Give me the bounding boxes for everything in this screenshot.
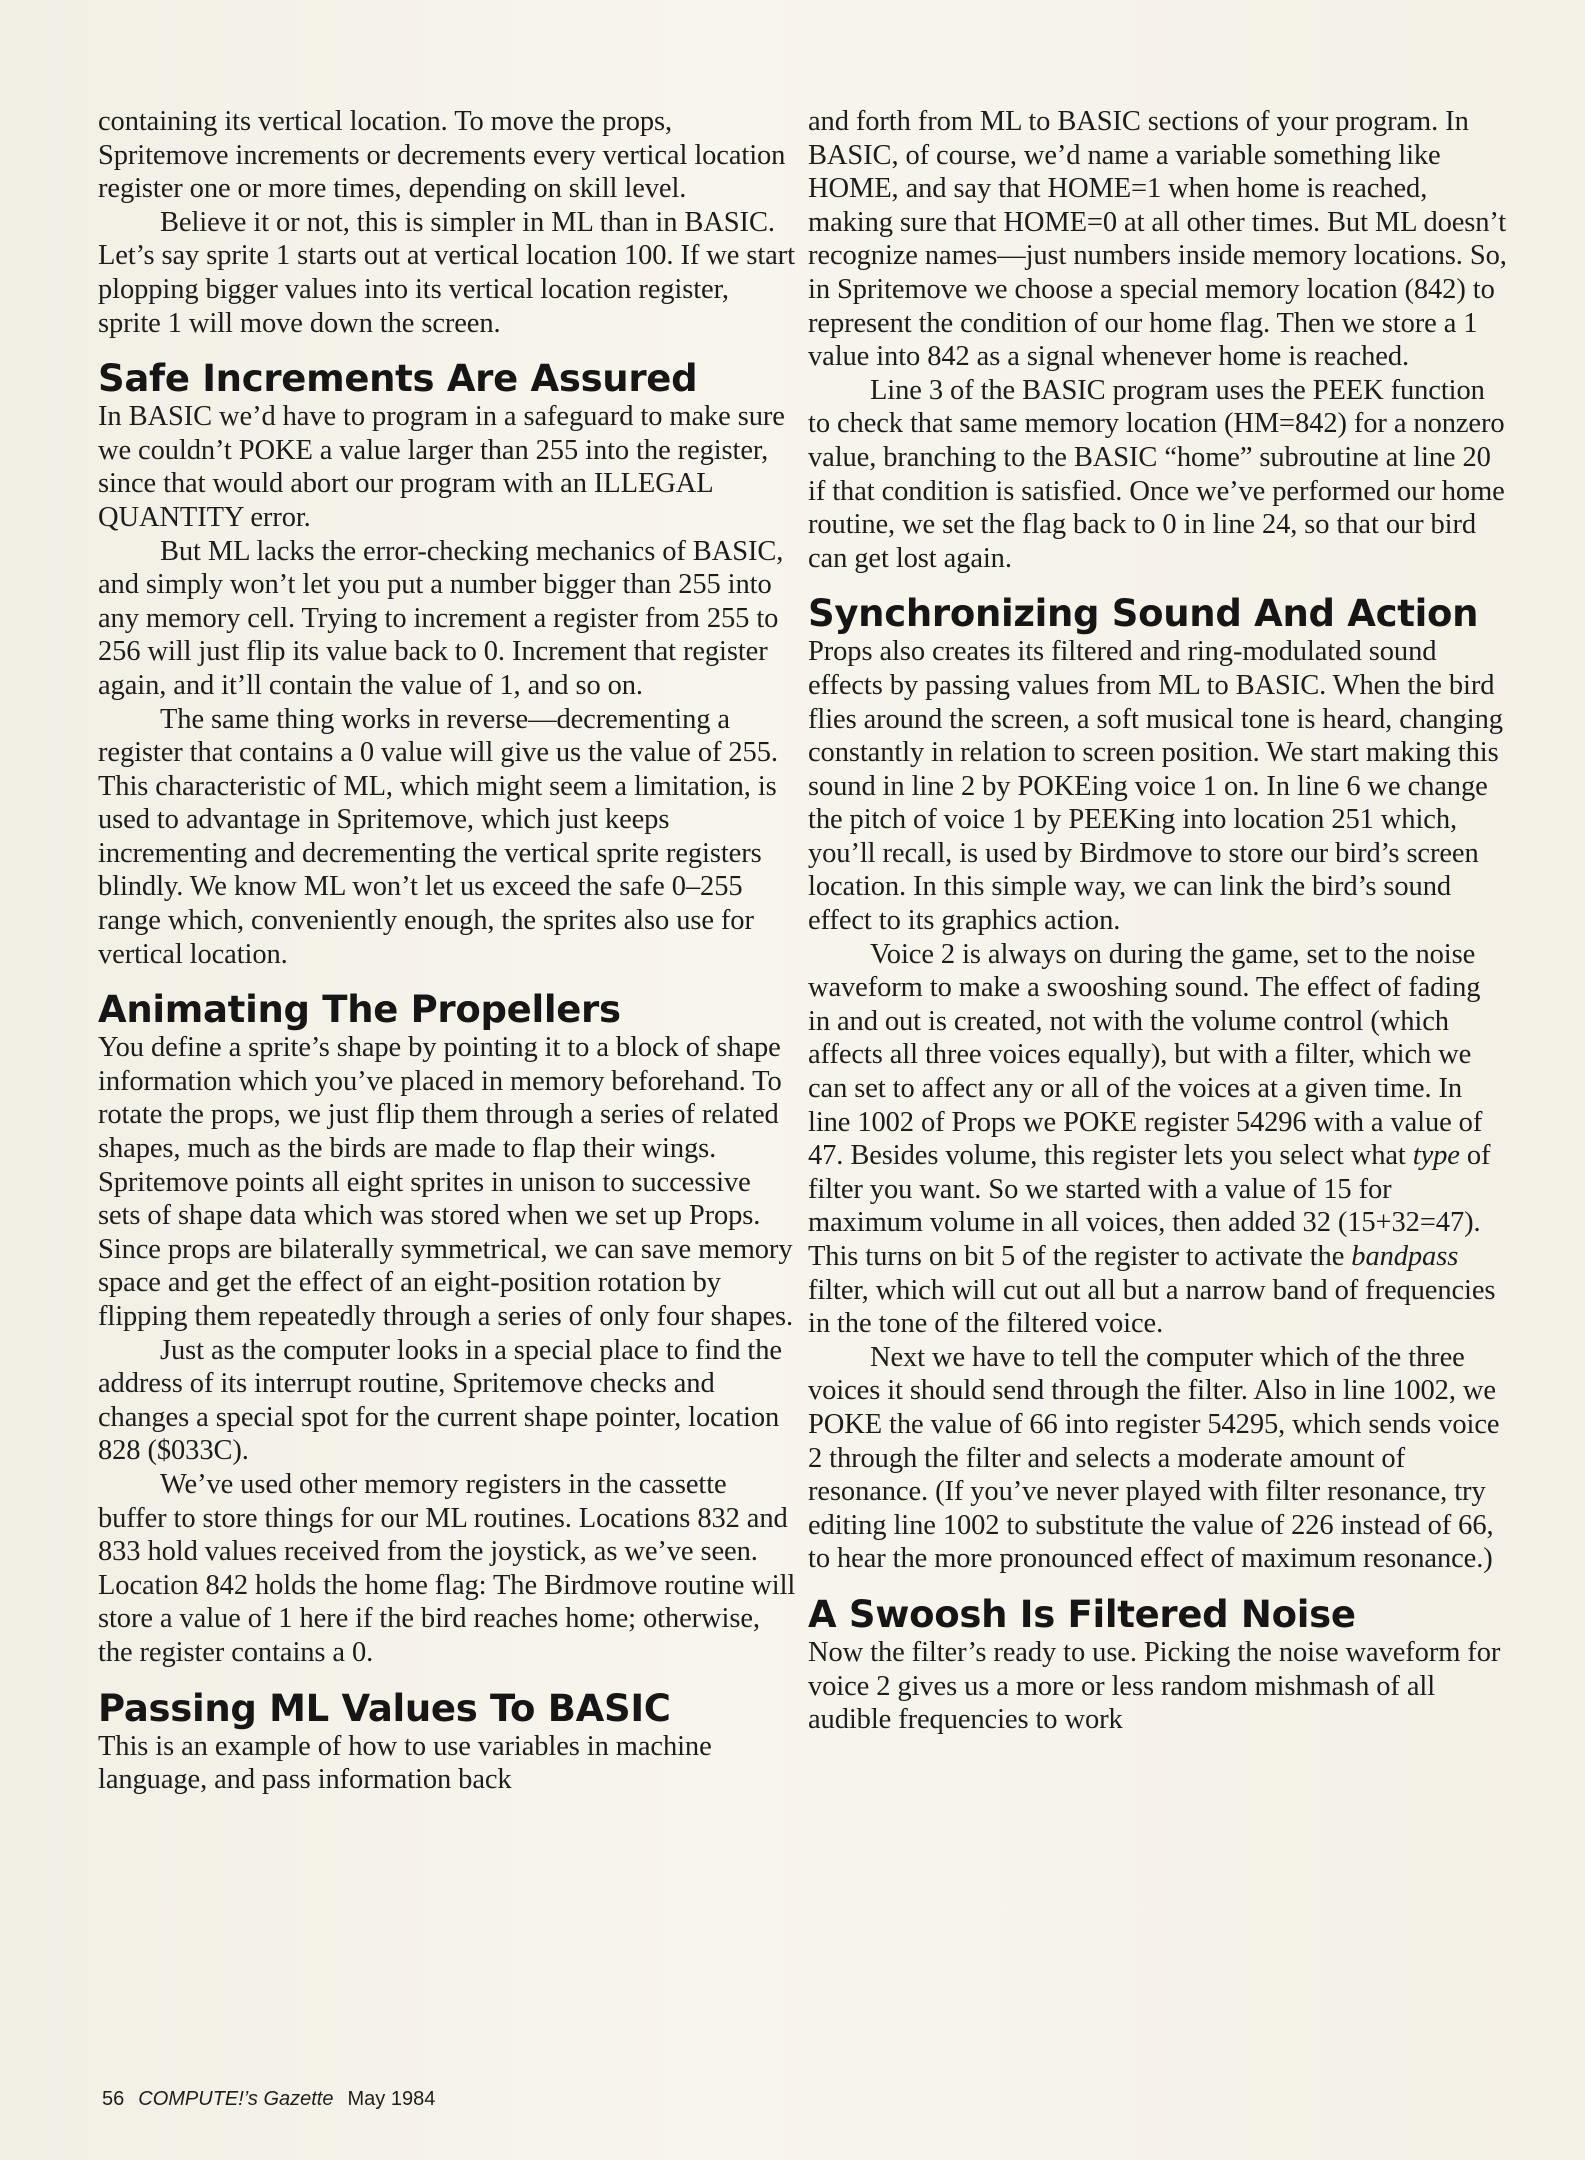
page-footer	[102, 2088, 435, 2111]
paragraph: Next we have to tell the computer which of the three voices it should send through the filter. Also in line 1002, we POKE the value of 66 into register 54295, which sends voice 2 through the filter and selects a moderate amount of resonance. (If you’ve never played with filter resonance, try editing line 1002 to substitute the value of 226 instead of 66, to hear the more pronounced effect of maximum resonance.)	[808, 1341, 1500, 1575]
magazine-title: COMPUTE!’s Gazette	[138, 2088, 334, 2110]
right-column	[808, 105, 1508, 1737]
section-heading: Synchronizing Sound And Action	[808, 592, 1479, 636]
section-heading: Safe Increments Are Assured	[98, 357, 698, 401]
page-number: 56	[102, 2088, 125, 2110]
text-run: filter, which will cut out all but a narrow band of frequencies in the tone of the filtered voice.	[808, 1274, 1496, 1340]
paragraph: This is an example of how to use variables in machine language, and pass information back	[98, 1730, 712, 1796]
emphasis: bandpass	[1351, 1241, 1459, 1272]
text-run: Voice 2 is always on during the game, set to the noise waveform to make a swooshing sound. The effect of fading in and out is created, not with the volume control (which affects all three voices equally), but with a filter, which we can set to affect any or all of the voices at a given time. In line 1002 of Props we POKE register 54296 with a value of 47. Besides volume, this register lets you select what	[808, 938, 1483, 1172]
section-heading: A Swoosh Is Filtered Noise	[808, 1592, 1356, 1636]
paragraph: Line 3 of the BASIC program uses the PEEK function to check that same memory location (HM=842) for a nonzero value, branching to the BASIC “home” subroutine at line 20 if that condition is satisfied. Once we’ve performed our home routine, we set the flag back to 0 in line 24, so that our bird can get lost again.	[808, 374, 1505, 574]
paragraph	[808, 938, 1508, 1341]
left-column	[98, 105, 798, 1797]
text-run: of filter you want. So we started with a value of 15 for maximum volume in all voices, then added 32 (15+32=47). This turns on bit 5 of the register to activate the	[808, 1140, 1491, 1272]
paragraph: In BASIC we’d have to program in a safeguard to make sure we couldn’t POKE a value larger than 255 into the register, since that would abort our program with an ILLEGAL QUANTITY error.	[98, 401, 785, 533]
paragraph: Now the filter’s ready to use. Picking the noise waveform for voice 2 gives us a more or less random mishmash of all audible frequencies to work	[808, 1636, 1501, 1736]
paragraph: But ML lacks the error-checking mechanics of BASIC, and simply won’t let you put a number bigger than 255 into any memory cell. Trying to increment a register from 255 to 256 will just flip its value back to 0. Increment that register again, and it’ll contain the value of 1, and so on.	[98, 535, 784, 701]
paragraph: The same thing works in reverse—decrementing a register that contains a 0 value will give us the value of 255. This characteristic of ML, which might seem a limitation, is used to advantage in Spritemove, which just keeps incrementing and decrementing the vertical sprite registers blindly. We know ML won’t let us exceed the safe 0–255 range which, conveniently enough, the sprites also use for vertical location.	[98, 703, 778, 970]
paragraph: You define a sprite’s shape by pointing it to a block of shape information which you’ve placed in memory beforehand. To rotate the props, we just flip them through a series of related shapes, much as the birds are made to flap their wings. Spritemove points all eight sprites in unison to successive sets of shape data which was stored when we set up Props. Since props are bilaterally symmetrical, we can save memory space and get the effect of an eight-position rotation by flipping them repeatedly through a series of only four shapes.	[98, 1032, 794, 1332]
paragraph: Believe it or not, this is simpler in ML than in BASIC. Let’s say sprite 1 starts out at vertical location 100. If we start plopping bigger values into its vertical location register, sprite 1 will move down the screen.	[98, 206, 795, 339]
paragraph: Props also creates its filtered and ring-modulated sound effects by passing values from ML to BASIC. When the bird flies around the screen, a soft musical tone is heard, changing constantly in relation to screen position. We start making this sound in line 2 by POKEing voice 1 on. In line 6 we change the pitch of voice 1 by PEEKing into location 251 which, you’ll recall, is used by Birdmove to store our bird’s screen location. In this simple way, we can link the bird’s sound effect to its graphics action.	[808, 636, 1503, 937]
paragraph: We’ve used other memory registers in the cassette buffer to store things for our ML routines. Locations 832 and 833 hold values received from the joystick, as we’ve seen. Location 842 holds the home flag: The Birdmove routine will store a value of 1 here if the bird reaches home; otherwise, the register contains a 0.	[98, 1468, 796, 1668]
paragraph: and forth from ML to BASIC sections of your program. In BASIC, of course, we’d name a variable something like HOME, and say that HOME=1 when home is reached, making sure that HOME=0 at all other times. But ML doesn’t recognize names—just numbers inside memory locations. So, in Spritemove we choose a special memory location (842) to represent the condition of our home flag. Then we store a 1 value into 842 as a signal whenever home is reached.	[808, 106, 1507, 373]
paragraph: containing its vertical location. To move the props, Spritemove increments or decrements every vertical location register one or more times, depending on skill level.	[98, 106, 786, 205]
paragraph: Just as the computer looks in a special place to find the address of its interrupt routine, Spritemove checks and changes a special spot for the current shape pointer, location 828 ($033C).	[98, 1334, 782, 1467]
section-heading: Animating The Propellers	[98, 988, 621, 1032]
emphasis: type	[1412, 1140, 1460, 1172]
issue-date: May 1984	[347, 2088, 436, 2110]
section-heading: Passing ML Values To BASIC	[98, 1686, 671, 1730]
